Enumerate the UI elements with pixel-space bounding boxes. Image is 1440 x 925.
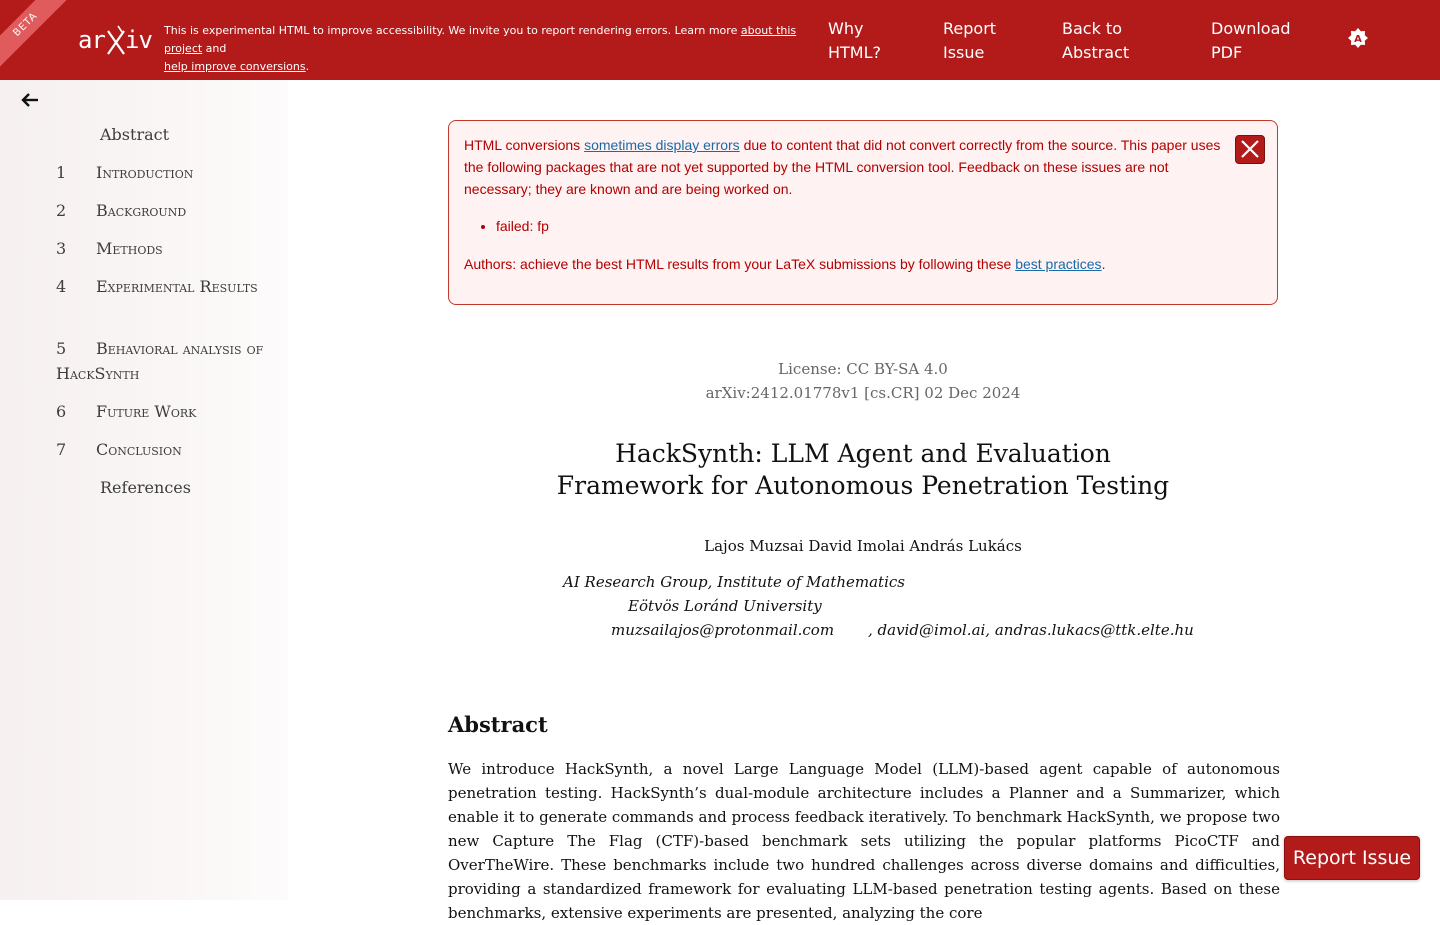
why-html-link[interactable] [828, 17, 881, 65]
affiliation-university: Eötvös Loránd University [628, 597, 822, 615]
toc-section-3[interactable] [56, 236, 266, 261]
contrast-toggle-icon [1348, 28, 1368, 48]
report-issue-button[interactable]: Report Issue [1284, 836, 1420, 880]
toc-section-7[interactable] [56, 437, 266, 462]
paper-title [448, 438, 1278, 502]
sometimes-display-errors-link[interactable]: sometimes display errors [584, 137, 740, 153]
alert-message [464, 134, 1224, 200]
toc-section-6[interactable] [56, 399, 266, 424]
arxiv-logo-icon [78, 22, 152, 58]
alert-footer-end: . [1101, 256, 1106, 272]
toc-number: 6 [56, 402, 67, 421]
toc-section-4[interactable] [56, 274, 266, 299]
collapse-toc-button[interactable] [20, 90, 42, 110]
author-list: Lajos Muzsai David Imolai András Lukács [704, 537, 1022, 555]
unsupported-packages-list [481, 215, 549, 237]
toc-number: 2 [56, 201, 67, 220]
back-to-abstract-link[interactable] [1062, 17, 1129, 65]
alert-footer [464, 253, 1105, 275]
toc-label: Conclusion [96, 440, 182, 459]
nav-label-line2: PDF [1211, 43, 1243, 62]
alert-text-pre: HTML conversions [464, 137, 585, 153]
alert-text-post: due to content that did not convert correctly from the source. This paper uses the following packages that are not yet supported by the HTML conversion tool. Feedback on these issues are not necessary; they are known and are being worked on. [464, 137, 1221, 197]
toc-label: Experimental Results [96, 277, 258, 296]
alert-footer-text: Authors: achieve the best HTML results from your LaTeX submissions by following these [464, 256, 1016, 272]
close-alert-button[interactable] [1235, 135, 1265, 164]
beta-ribbon: BETA [0, 0, 76, 75]
nav-label-line1: Why [828, 19, 864, 38]
svg-text:A: A [1354, 34, 1362, 45]
toc-label: Methods [96, 239, 163, 258]
toc-label: Introduction [96, 163, 194, 182]
nav-label-line1: Download [1211, 19, 1291, 38]
author-email-1: muzsailajos@protonmail.com [611, 621, 835, 639]
theme-toggle-button[interactable] [1348, 28, 1368, 48]
nav-label-line2: Abstract [1062, 43, 1130, 62]
experimental-notice [164, 22, 814, 76]
abstract-heading: Abstract [448, 712, 548, 737]
nav-label-line1: Report [943, 19, 997, 38]
notice-end: . [305, 60, 310, 73]
affiliation-group: AI Research Group, Institute of Mathematics [563, 573, 905, 591]
author-emails-rest: , david@imol.ai, andras.lukacs@ttk.elte.hu [868, 621, 1194, 639]
toc-label: Future Work [96, 402, 197, 421]
conversion-warning-alert [448, 120, 1278, 305]
abstract-body: We introduce HackSynth, a novel Large Language Model (LLM)-based agent capable of autonomous penetration testing. HackSynth’s dual-module architecture includes a Planner and a Summarizer, which enable it to generate commands and process feedback iteratively. To benchmark HackSynth, we propose two new Capture The Flag (CTF)-based benchmark sets utilizing the popular platforms PicoCTF and OverTheWire. These benchmarks include two hundred challenges across diverse domains and difficulties, providing a standardized framework for evaluating LLM-based penetration testing agents. Based on these benchmarks, extensive experiments are presented, analyzing the core [448, 760, 1280, 922]
toc-references[interactable]: References [100, 478, 191, 497]
title-line-1: HackSynth: LLM Agent and Evaluation [615, 439, 1111, 468]
license-text: License: CC BY-SA 4.0 [778, 360, 948, 378]
toc-label: Background [96, 201, 187, 220]
list-item: • failed: fp [496, 215, 549, 237]
report-issue-link[interactable] [943, 17, 996, 65]
table-of-contents-sidebar [0, 80, 288, 900]
toc-number: 4 [56, 277, 67, 296]
download-pdf-link[interactable] [1211, 17, 1291, 65]
notice-and: and [202, 42, 227, 55]
best-practices-link[interactable]: best practices [1015, 256, 1102, 272]
toc-abstract[interactable]: Abstract [100, 125, 170, 144]
toc-section-1[interactable] [56, 160, 266, 185]
toc-number: 3 [56, 239, 67, 258]
toc-section-2[interactable] [56, 198, 266, 223]
toc-section-5[interactable] [56, 336, 266, 386]
svg-text:ar: ar [78, 26, 105, 54]
help-improve-conversions-link[interactable]: help improve conversions [164, 60, 306, 73]
toc-number: 5 [56, 339, 67, 358]
title-line-2: Framework for Autonomous Penetration Testing [556, 471, 1170, 500]
arxiv-logo[interactable] [78, 22, 152, 58]
arxiv-identifier: arXiv:2412.01778v1 [cs.CR] 02 Dec 2024 [705, 384, 1021, 402]
nav-label-line2: Issue [943, 43, 985, 62]
close-icon [1236, 136, 1264, 163]
arrow-left-icon [20, 90, 42, 110]
toc-number: 1 [56, 163, 67, 182]
notice-text: This is experimental HTML to improve accessibility. We invite you to report rendering errors. Learn more [164, 24, 741, 37]
top-banner [0, 0, 1440, 80]
toc-number: 7 [56, 440, 67, 459]
nav-label-line1: Back to [1062, 19, 1122, 38]
nav-label-line2: HTML? [828, 43, 882, 62]
svg-text:iv: iv [125, 26, 152, 54]
about-project-link[interactable]: about this project [164, 24, 797, 55]
toc-label: Behavioral analysis of HackSynth [56, 339, 264, 383]
